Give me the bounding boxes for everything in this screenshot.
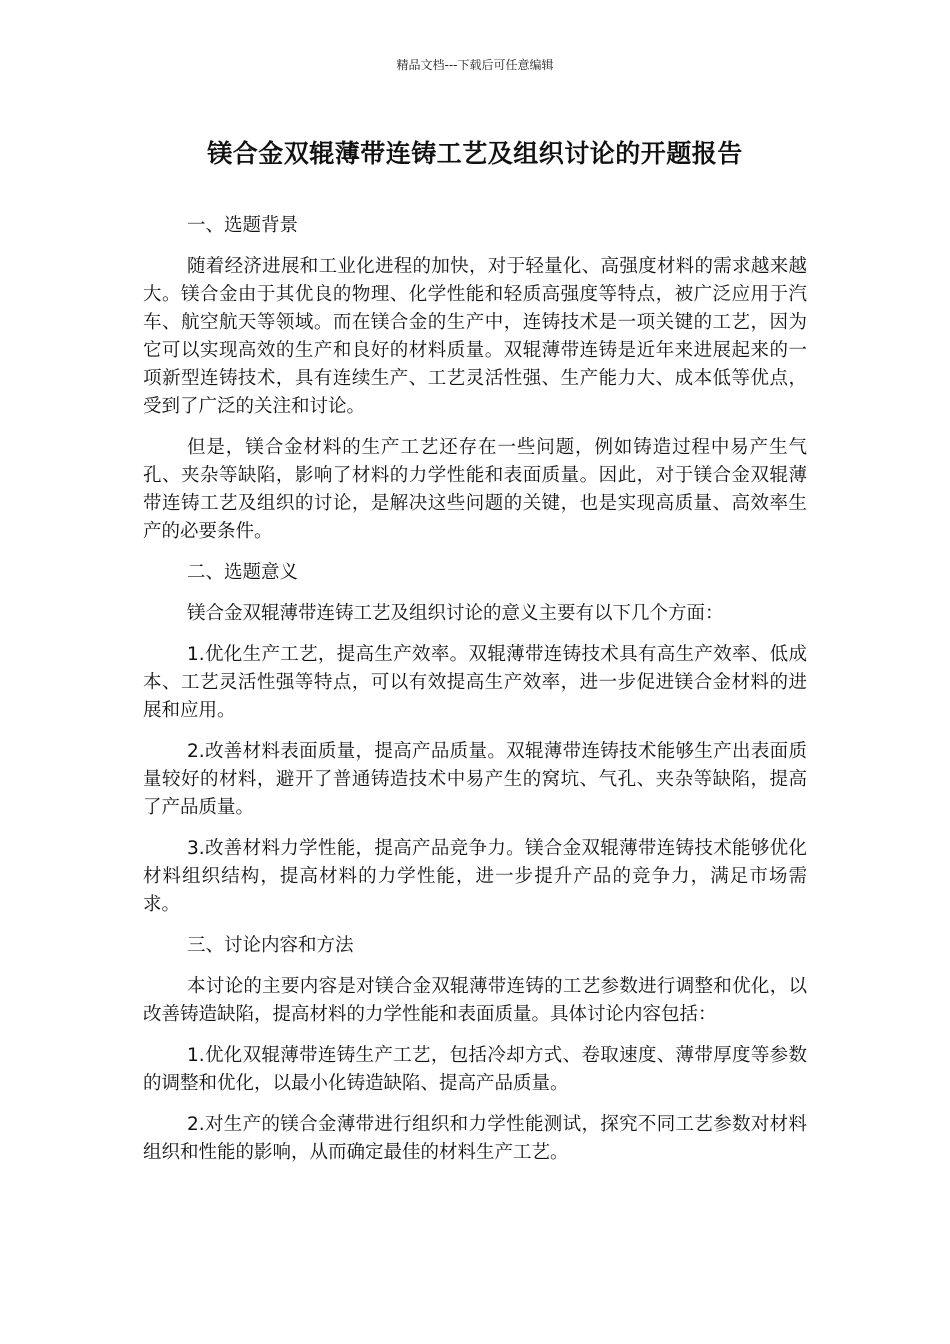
paragraph-background-1: 随着经济进展和工业化进程的加快，对于轻量化、高强度材料的需求越来越大。镁合金由于其优良的物理、化学性能和轻质高强度等特点，被广泛应用于汽车、航空航天等领域。而在镁合金的生产中，连铸技术是一项关键的工艺，因为它可以实现高效的生产和良好的材料质量。双辊薄带连铸是近年来进展起来的一项新型连铸技术，具有连续生产、工艺灵活性强、生产能力大、成本低等优点，受到了广泛的关注和讨论。: [143, 256, 807, 417]
paragraph-background-2: 但是，镁合金材料的生产工艺还存在一些问题，例如铸造过程中易产生气孔、夹杂等缺陷，影响了材料的力学性能和表面质量。因此，对于镁合金双辊薄带连铸工艺及组织的讨论，是解决这些问题的关键，也是实现高质量、高效率生产的必要条件。: [143, 437, 807, 542]
list-item-content-1: 1.优化双辊薄带连铸生产工艺，包括冷却方式、卷取速度、薄带厚度等参数的调整和优化，以最小化铸造缺陷、提高产品质量。: [143, 1045, 807, 1094]
header-note: 精品文档---下载后可任意编辑: [396, 58, 554, 72]
document-title: 镁合金双辊薄带连铸工艺及组织讨论的开题报告: [207, 139, 743, 168]
paragraph-content-intro: 本讨论的主要内容是对镁合金双辊薄带连铸的工艺参数进行调整和优化，以改善铸造缺陷，提高材料的力学性能和表面质量。具体讨论内容包括：: [143, 976, 807, 1025]
list-item-significance-2: 2.改善材料表面质量，提高产品质量。双辊薄带连铸技术能够生产出表面质量较好的材料，避开了普通铸造技术中易产生的窝坑、气孔、夹杂等缺陷，提高了产品质量。: [143, 741, 807, 818]
section-heading-background: 一、选题背景: [187, 215, 299, 236]
list-item-content-2: 2.对生产的镁合金薄带进行组织和力学性能测试，探究不同工艺参数对材料组织和性能的影响，从而确定最佳的材料生产工艺。: [143, 1114, 807, 1163]
section-heading-significance: 二、选题意义: [187, 562, 299, 583]
list-item-significance-1: 1.优化生产工艺，提高生产效率。双辊薄带连铸技术具有高生产效率、低成本、工艺灵活性强等特点，可以有效提高生产效率，进一步促进镁合金材料的进展和应用。: [143, 644, 807, 721]
section-heading-content-methods: 三、讨论内容和方法: [187, 935, 354, 956]
paragraph-significance-intro: 镁合金双辊薄带连铸工艺及组织讨论的意义主要有以下几个方面：: [187, 603, 724, 624]
list-item-significance-3: 3.改善材料力学性能，提高产品竞争力。镁合金双辊薄带连铸技术能够优化材料组织结构，提高材料的力学性能，进一步提升产品的竞争力，满足市场需求。: [143, 838, 807, 915]
document-body: [143, 212, 807, 1180]
